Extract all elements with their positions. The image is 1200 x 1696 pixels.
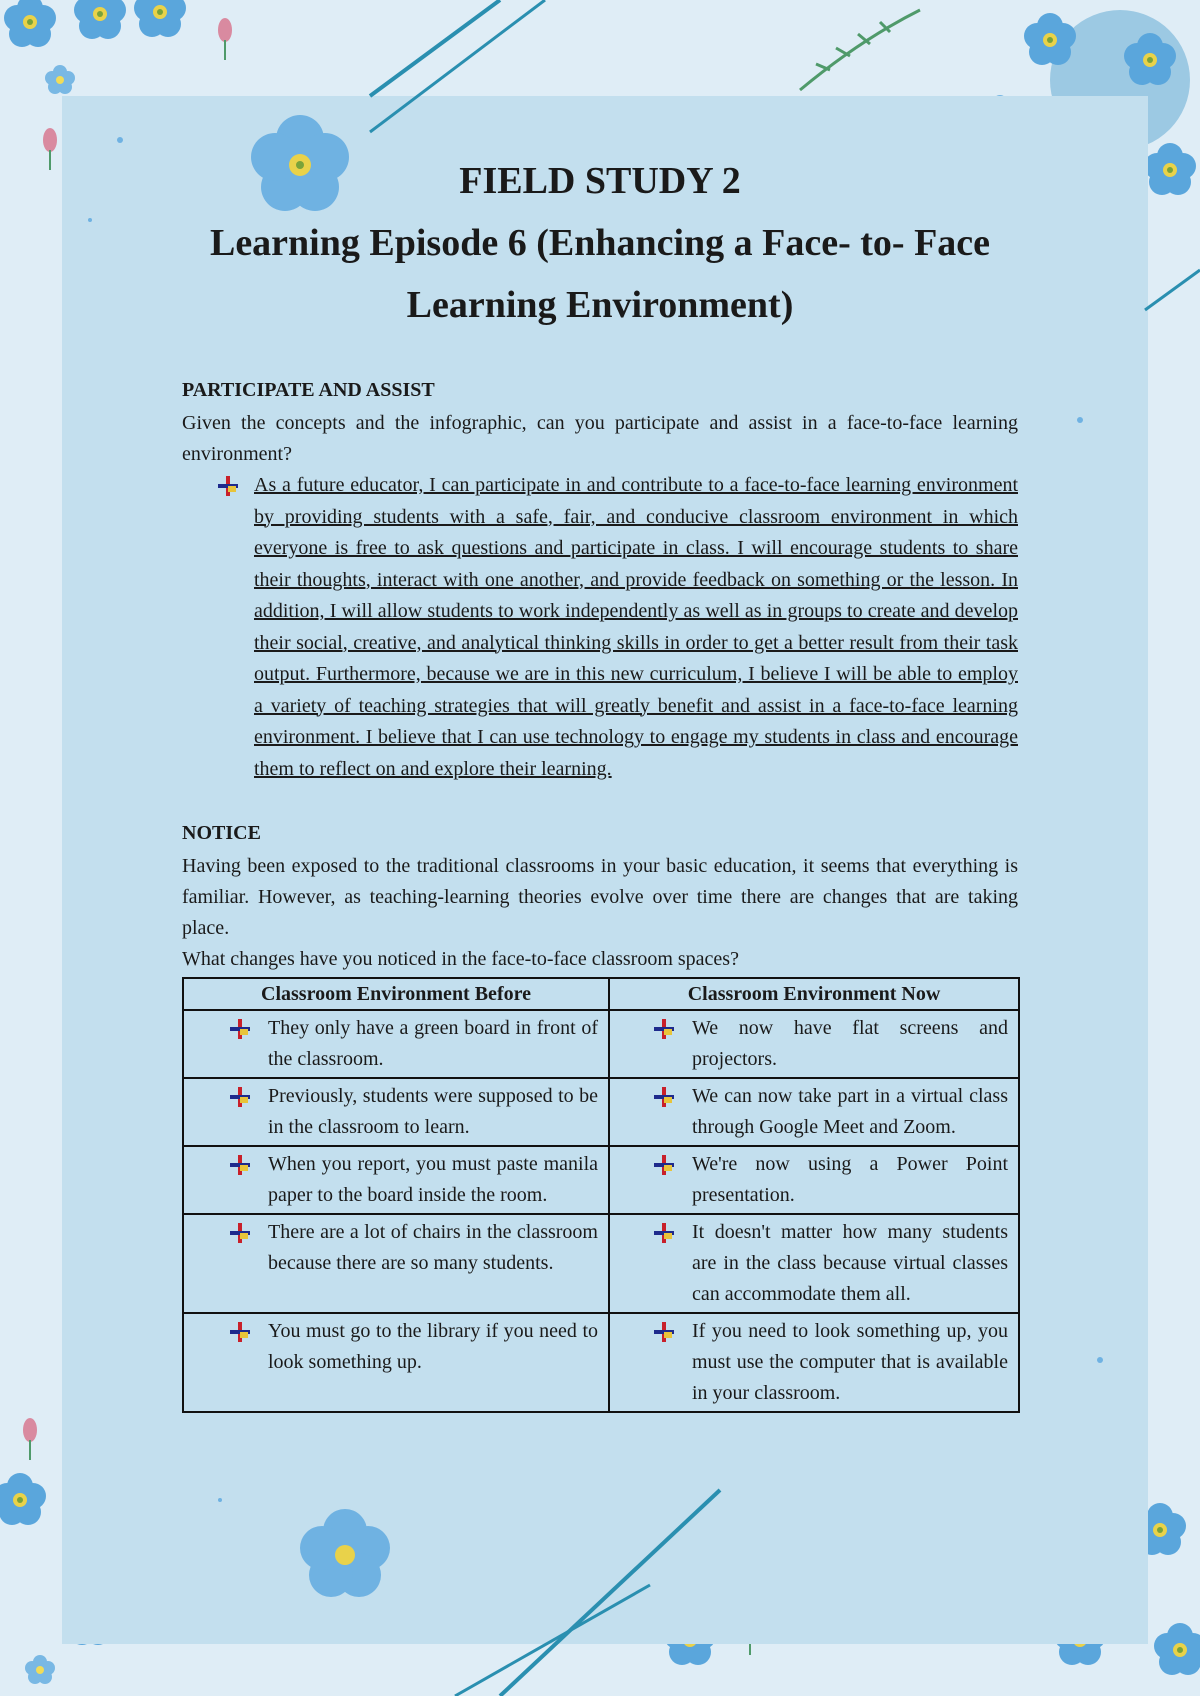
now-text: If you need to look something up, you must use the computer that is available in your classroom. — [692, 1320, 1008, 1404]
now-text: We now have flat screens and projectors. — [692, 1017, 1008, 1070]
flower-icon — [1144, 143, 1196, 195]
flower-icon — [1154, 1623, 1200, 1675]
now-cell — [609, 1214, 1019, 1313]
episode-title-line2: Learning Environment) — [406, 284, 794, 326]
before-text: You must go to the library if you need to look something up. — [268, 1320, 598, 1373]
now-cell — [609, 1146, 1019, 1214]
now-cell — [609, 1313, 1019, 1412]
flower-icon — [45, 65, 75, 94]
bud-icon — [218, 18, 232, 60]
now-cell — [609, 1010, 1019, 1078]
document-body — [182, 150, 1018, 1413]
flower-icon — [25, 1655, 55, 1684]
plus-bullet-icon — [230, 1087, 250, 1107]
notice-question: What changes have you noticed in the face-to-face classroom spaces? — [182, 948, 739, 970]
flower-icon — [1024, 13, 1076, 65]
participate-heading: PARTICIPATE AND ASSIST — [182, 379, 435, 401]
plus-bullet-icon — [230, 1019, 250, 1039]
before-cell — [183, 1214, 609, 1313]
participate-answer: As a future educator, I can participate in and contribute to a face-to-face learning environment by providing students with a safe, fair, and conducive classroom environment in which everyone is free to ask questions and participate in class. I will encourage students to share their thoughts, interact with one another, and provide feedback on something or the lesson. In addition, I will allow students to work independently as well as in groups to create and develop their social, creative, and analytical thinking skills in order to get a better result from their task output. Furthermore, because we are in this new curriculum, I believe I will be able to employ a variety of teaching strategies that will greatly benefit and assist in a face-to-face learning environment. I believe that I can use technology to engage my students in class and encourage them to reflect on and explore their learning. — [254, 474, 1018, 780]
plus-bullet-icon — [654, 1223, 674, 1243]
table-row — [183, 1214, 1019, 1313]
before-text: Previously, students were supposed to be in the classroom to learn. — [268, 1085, 598, 1138]
table-row — [183, 1078, 1019, 1146]
notice-heading: NOTICE — [182, 822, 261, 844]
table-row — [183, 1146, 1019, 1214]
plus-bullet-icon — [230, 1223, 250, 1243]
plus-bullet-icon — [654, 1322, 674, 1342]
table-header-row — [183, 978, 1019, 1010]
participate-question: Given the concepts and the infographic, can you participate and assist in a face-to-face learning environment? — [182, 412, 1018, 465]
before-text: When you report, you must paste manila paper to the board inside the room. — [268, 1153, 598, 1206]
plus-bullet-icon — [230, 1155, 250, 1175]
flower-icon — [74, 0, 126, 39]
flower-icon — [0, 1473, 46, 1525]
flower-icon — [134, 0, 186, 37]
document-title: FIELD STUDY 2 — [459, 160, 741, 202]
table-row — [183, 1010, 1019, 1078]
plus-bullet-icon — [218, 476, 238, 496]
before-cell — [183, 1313, 609, 1412]
now-text: It doesn't matter how many students are in the class because virtual classes can accommodate them all. — [692, 1221, 1008, 1305]
column-header-now: Classroom Environment Now — [609, 978, 1019, 1010]
before-cell — [183, 1010, 609, 1078]
before-text: They only have a green board in front of the classroom. — [268, 1017, 598, 1070]
bud-icon — [43, 128, 57, 170]
before-cell — [183, 1078, 609, 1146]
episode-title-line1: Learning Episode 6 (Enhancing a Face- to- Face — [209, 222, 991, 264]
plus-bullet-icon — [654, 1087, 674, 1107]
plus-bullet-icon — [654, 1019, 674, 1039]
column-header-before: Classroom Environment Before — [183, 978, 609, 1010]
answer-bullet — [182, 470, 1018, 785]
comparison-table — [182, 977, 1020, 1413]
before-text: There are a lot of chairs in the classroom because there are so many students. — [268, 1221, 598, 1274]
plus-bullet-icon — [654, 1155, 674, 1175]
flower-icon — [4, 0, 56, 47]
bud-icon — [23, 1418, 37, 1460]
before-cell — [183, 1146, 609, 1214]
now-text: We're now using a Power Point presentation. — [692, 1153, 1008, 1206]
plus-bullet-icon — [230, 1322, 250, 1342]
now-cell — [609, 1078, 1019, 1146]
table-row — [183, 1313, 1019, 1412]
now-text: We can now take part in a virtual class through Google Meet and Zoom. — [692, 1085, 1008, 1138]
notice-intro: Having been exposed to the traditional classrooms in your basic education, it seems that everything is familiar. However, as teaching-learning theories evolve over time there are changes that are taking place. — [182, 855, 1018, 939]
